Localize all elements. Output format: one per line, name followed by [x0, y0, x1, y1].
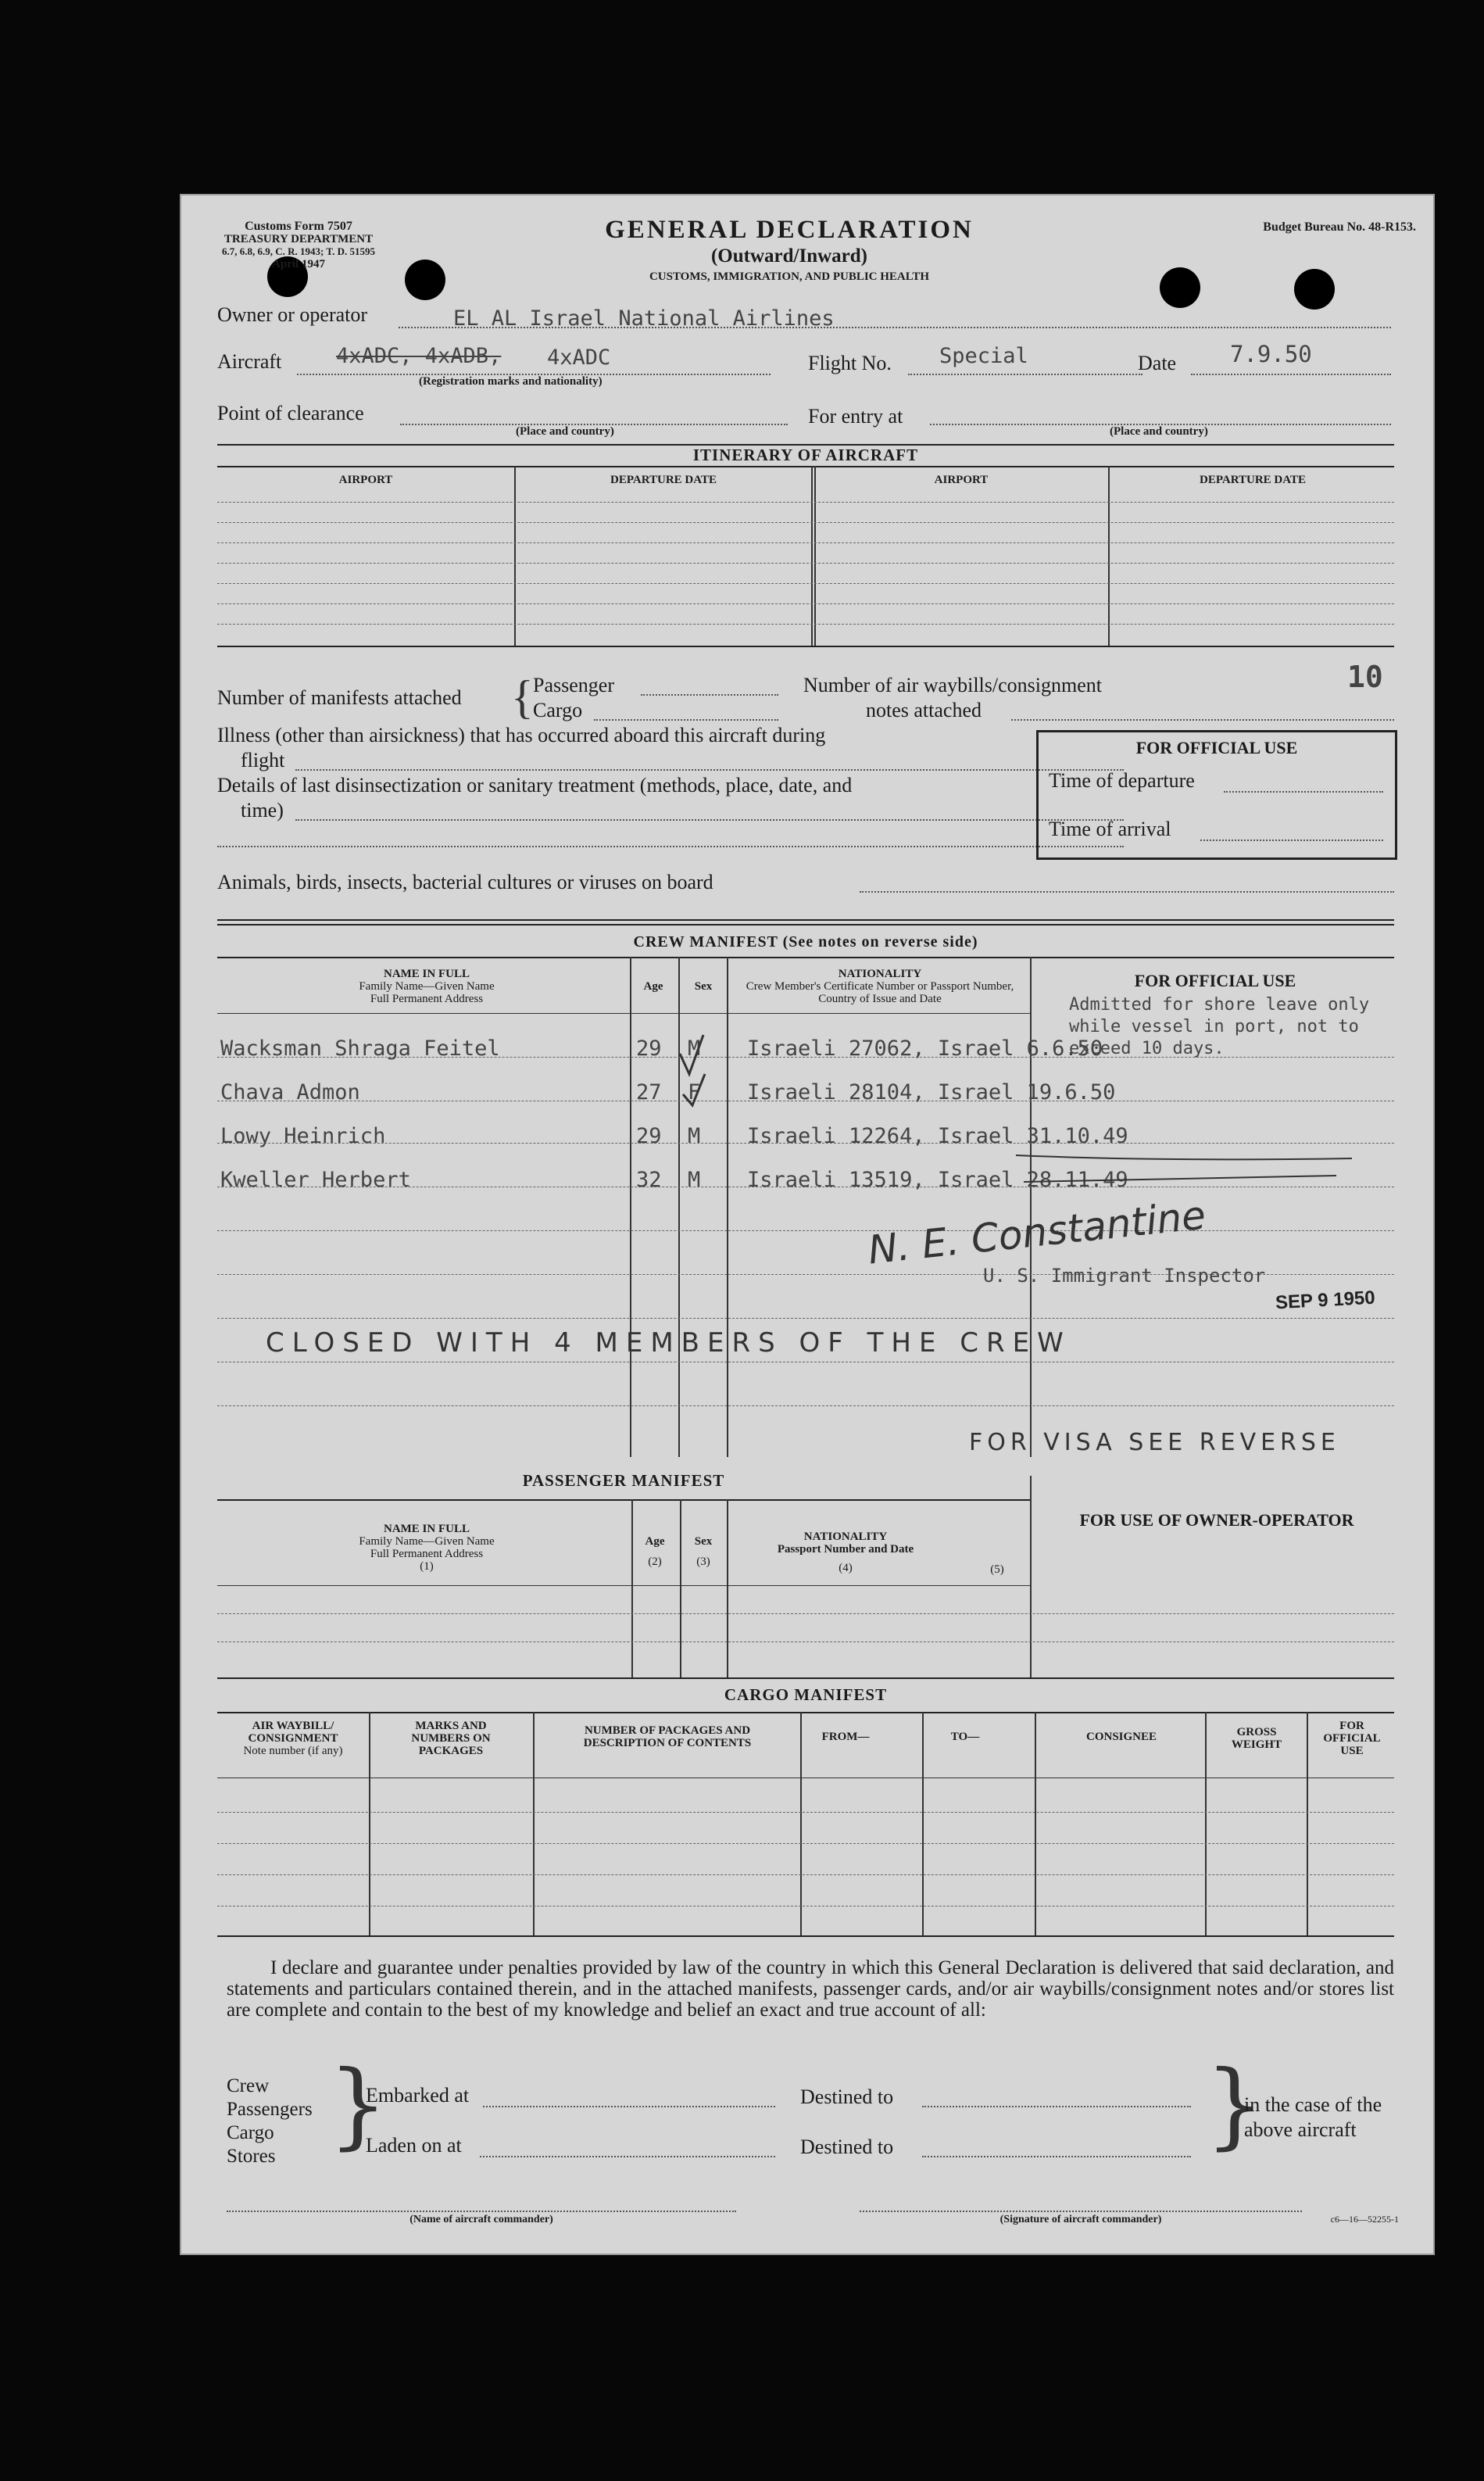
form-number-block: [189, 220, 408, 270]
crew-nationality: Israeli 28104, Israel 19.6.50: [747, 1080, 1116, 1104]
cargo-col-official-3: USE: [1340, 1745, 1364, 1757]
cargo-col-packages-1: NUMBER OF PACKAGES AND: [584, 1724, 751, 1737]
cargo-manifest-title: CARGO MANIFEST: [724, 1685, 888, 1704]
cargo-col-from: FROM—: [821, 1731, 870, 1743]
pax-col-name-title: NAME IN FULL: [383, 1523, 470, 1535]
cargo-col-weight-2: WEIGHT: [1231, 1738, 1282, 1751]
print-code: c6—16—52255-1: [1330, 2214, 1399, 2225]
cargo-col-weight-1: GROSS: [1236, 1726, 1277, 1738]
punch-hole: [405, 260, 445, 300]
pax-col-5: (5): [990, 1563, 1004, 1576]
pax-col-age-title: Age: [645, 1535, 665, 1548]
clearance-caption: (Place and country): [516, 425, 614, 438]
aircraft-label: Aircraft: [217, 350, 282, 373]
disinfect-label: Details of last disinsectization or sanitary treatment (methods, place, date, and: [217, 774, 853, 797]
date-stamp: SEP 9 1950: [1275, 1287, 1376, 1314]
punch-hole: [1294, 269, 1335, 310]
cat-stores: Stores: [227, 2146, 276, 2167]
manifests-label: Number of manifests attached: [217, 686, 462, 709]
crew-age: 29: [636, 1036, 662, 1061]
form-number: Customs Form 7507: [245, 220, 352, 233]
itinerary-title: ITINERARY OF AIRCRAFT: [692, 446, 919, 464]
pax-col-nat-num: (4): [839, 1562, 853, 1574]
cat-crew: Crew: [227, 2075, 270, 2096]
owner-label: Owner or operator: [217, 303, 368, 326]
cargo-col-marks-2: NUMBERS ON: [411, 1732, 491, 1745]
punch-hole: [1160, 267, 1200, 308]
aircraft-case-label-2: above aircraft: [1244, 2118, 1357, 2141]
crew-nationality: Israeli 27062, Israel 6.6.50: [747, 1036, 1103, 1061]
pax-col-sex: [680, 1535, 727, 1568]
cargo-col-official-1: FOR: [1339, 1720, 1364, 1732]
passenger-manifest-title: PASSENGER MANIFEST: [522, 1471, 725, 1490]
cargo-col-marks-1: MARKS AND: [415, 1720, 487, 1732]
itinerary-col-departure-2: DEPARTURE DATE: [1199, 474, 1306, 486]
disinfect-label-2: time): [241, 799, 284, 822]
owner-operator-use: FOR USE OF OWNER-OPERATOR: [1079, 1510, 1354, 1530]
cargo-col-consignee: CONSIGNEE: [1085, 1731, 1157, 1743]
crew-col-official: FOR OFFICIAL USE: [1134, 971, 1296, 990]
crew-col-nat-sub2: Country of Issue and Date: [818, 993, 942, 1005]
pax-col-sex-num: (3): [696, 1556, 710, 1568]
form-date: April 1947: [272, 258, 325, 270]
animals-label: Animals, birds, insects, bacterial cultures or viruses on board: [217, 871, 713, 893]
crew-col-sex: Sex: [694, 980, 713, 993]
cargo-col-marks-3: PACKAGES: [418, 1745, 484, 1757]
aircraft-struck: 4xADC, 4xADB,: [336, 344, 502, 368]
cargo-col-packages: [535, 1724, 800, 1749]
pax-col-nat-title: NATIONALITY: [803, 1530, 888, 1543]
cargo-col-official: [1308, 1720, 1396, 1757]
date-label: Date: [1138, 352, 1177, 374]
date-value: 7.9.50: [1230, 341, 1312, 367]
crew-sex: M: [688, 1124, 701, 1148]
crew-sex: M: [688, 1168, 701, 1192]
flight-value: Special: [939, 344, 1028, 368]
form-subtitle: (Outward/Inward): [710, 245, 867, 267]
crew-age: 32: [636, 1168, 662, 1192]
owner-value: EL AL Israel National Airlines: [453, 306, 835, 331]
crew-col-nationality: [731, 968, 1028, 1005]
waybills-label-2: notes attached: [866, 699, 982, 721]
department: TREASURY DEPARTMENT: [223, 233, 374, 245]
crew-name: Chava Admon: [220, 1080, 360, 1104]
entry-caption: (Place and country): [1110, 425, 1208, 438]
crew-age: 27: [636, 1080, 662, 1104]
flight-label: Flight No.: [808, 352, 892, 374]
cargo-col-packages-2: DESCRIPTION OF CONTENTS: [583, 1737, 752, 1749]
closed-note: CLOSED WITH 4 MEMBERS OF THE CREW: [266, 1327, 1071, 1359]
pax-col-nationality: [728, 1530, 963, 1574]
cat-cargo: Cargo: [227, 2122, 274, 2143]
pax-col-name-num: (1): [420, 1560, 434, 1573]
crew-col-name-sub2: Full Permanent Address: [370, 993, 484, 1005]
cargo-col-waybill: [219, 1720, 367, 1757]
crew-name: Kweller Herbert: [220, 1168, 411, 1192]
crew-official-note: Admitted for shore leave only while vessel in port, not to exceed 10 days.: [1069, 995, 1370, 1058]
pax-col-nat-sub: Passport Number and Date: [777, 1543, 914, 1556]
cargo-col-official-2: OFFICIAL: [1323, 1732, 1381, 1745]
time-of-arrival-label: Time of arrival: [1049, 818, 1171, 840]
inspector-signature: N. E. Constantine: [866, 1192, 1208, 1273]
crew-col-nat-sub: Crew Member's Certificate Number or Passport Number,: [746, 980, 1014, 993]
aircraft-value: 4xADC: [547, 345, 611, 370]
form-sheet: Customs Form 7507 TREASURY DEPARTMENT 6.7, 6.8, 6.9, C. R. 1943; T. D. 51595 April 1947 GENERAL DECLARATION (Outward/Inward) CUSTOMS, IMMIGRATION, AND PUBLIC HEALTH Budget Bureau No. 48-R153. Owner or operator EL AL Israel National Airlines Aircraft 4xADC, 4xADB, 4xADC (Registration marks and nationality) Flight No. Special Date 7.9.50 Point of clearance (Place and country) For entry at (Place and country) ITINERARY OF AIRCRAFT AIRPORT DEPARTURE DATE AIRPORT DEPARTURE DATE Number of manifests attached { Passenger Cargo Number of air waybills/consignment notes attached 10 Illness (other than airsickness) that has occurred aboard this aircraft during flight Details of last disinsectization or sanitary treatment (methods, place, date, and time) Animals, birds, insects, bacterial cultures or viruses on board FOR OFFICIAL USE Time of departure Time of arrival CREW MANIFEST (See notes on reverse side) NAME IN FULL Family Name—Given Name Full Permanent Address Age Sex NATIONALITY Crew Member's Certificate Number or Passport Number, Country of Issue and Date FOR OFFICIAL USE Admitted for shore leave only while vessel in port, not to exceed 10 days. Wacksman Shraga Feitel 29 M Israeli 27062, Israel 6.6.50 Chava Admon 27 F Israeli 28104, Israel 19.6.50 Lowy Heinrich 29 M Israeli 12264, Israel 31.10.49 Kweller Herbert 32 M Israeli 13519, Israel 28.11.49 N. E. Constantine U. S. Immigrant Inspector SEP 9 1950 CLOSED WITH 4 MEMBERS OF THE CREW FOR VISA SEE REVERSE PASSENGER MANIFEST FOR USE OF OWNER-OPERATOR NAME IN FULL Family Name—Given Name Full Permanent Address (1) Age (2) Sex (3) NATIONALITY Passport Number and Date (4) (5) CARGO MANIFEST AIR WAYBILL/ CONSIGNMENT Note number (if any) MARKS AND NUMBERS ON PACKAGES NUMBER OF PACKAGES AND DESCRIPTION OF CONTENTS FROM— TO— CONSIGNEE GROSS WEIGHT FOR OFFICIAL USE I declare and guarantee under penalties provided by law of the country in which this General Declaration is delivered that said declaration, and statements and particulars contained therein, and in the attached manifests, passenger cards, and/or air waybills/consignment notes and/or stores list are complete and contain to the best of my knowledge and belief an exact and true account of all: Crew Passengers Cargo Stores } Embarked at Laden on at Destined to Destined to } in the case of the above aircraft (Name of aircraft commander) (Signature of aircraft commander) c6—16—52255-1: [180, 194, 1435, 2255]
crew-nationality: Israeli 13519, Israel 28.11.49: [747, 1168, 1128, 1192]
cargo-col-waybill-1: AIR WAYBILL/: [252, 1720, 334, 1732]
pax-col-sex-title: Sex: [694, 1535, 713, 1548]
entry-label: For entry at: [808, 405, 903, 428]
pax-col-name: [217, 1523, 636, 1573]
crew-col-name: [217, 968, 636, 1005]
official-use-title: FOR OFFICIAL USE: [1135, 738, 1298, 757]
commander-signature-caption: (Signature of aircraft commander): [999, 2214, 1162, 2225]
pax-col-age: [631, 1535, 678, 1568]
crew-name: Lowy Heinrich: [220, 1124, 386, 1148]
manifest-cargo-label: Cargo: [533, 699, 583, 721]
pax-col-name-sub2: Full Permanent Address: [370, 1548, 484, 1560]
clearance-label: Point of clearance: [217, 402, 364, 424]
cargo-col-to: TO—: [950, 1731, 980, 1743]
declaration-text: I declare and guarantee under penalties provided by law of the country in which this General Declaration is delivered that said declaration, and statements and particulars contained therein, and in the attached manifests, passenger cards, and/or air waybills/consignment notes and/or stores list are complete and contain to the best of my knowledge and belief an exact and true account of all:: [227, 1957, 1394, 2021]
aircraft-case-label: in the case of the: [1244, 2093, 1382, 2116]
cargo-col-waybill-2: CONSIGNMENT: [248, 1732, 338, 1745]
cargo-col-weight: [1207, 1726, 1307, 1751]
crew-col-name-sub: Family Name—Given Name: [359, 980, 495, 993]
inspector-title: U. S. Immigrant Inspector: [983, 1265, 1266, 1287]
pax-col-age-num: (2): [648, 1556, 662, 1568]
destined-label: Destined to: [800, 2085, 894, 2108]
destined-label-2: Destined to: [800, 2136, 894, 2158]
itinerary-col-airport: AIRPORT: [338, 474, 393, 486]
cargo-col-waybill-3: Note number (if any): [243, 1745, 343, 1757]
crew-name: Wacksman Shraga Feitel: [220, 1036, 500, 1061]
cat-passengers: Passengers: [227, 2099, 313, 2120]
crew-col-name-title: NAME IN FULL: [383, 968, 470, 980]
cargo-col-marks: [370, 1720, 531, 1757]
pax-col-name-sub: Family Name—Given Name: [359, 1535, 495, 1548]
form-subtitle-2: CUSTOMS, IMMIGRATION, AND PUBLIC HEALTH: [649, 270, 930, 283]
crew-col-age: Age: [643, 980, 663, 993]
check-marks: [649, 1030, 758, 1108]
regulation-ref: 6.7, 6.8, 6.9, C. R. 1943; T. D. 51595: [222, 245, 375, 257]
commander-name-caption: (Name of aircraft commander): [409, 2214, 553, 2225]
illness-label-2: flight: [241, 749, 285, 772]
laden-label: Laden on at: [366, 2134, 462, 2157]
manifest-passenger-label: Passenger: [533, 674, 614, 696]
crew-sex: M: [688, 1036, 701, 1061]
waybills-label: Number of air waybills/consignment: [803, 674, 1102, 696]
crew-nationality: Israeli 12264, Israel 31.10.49: [747, 1124, 1128, 1148]
waybills-value: 10: [1347, 660, 1383, 694]
budget-number: Budget Bureau No. 48-R153.: [1263, 220, 1416, 234]
embarked-label: Embarked at: [366, 2084, 470, 2107]
crew-age: 29: [636, 1124, 662, 1148]
crew-col-nat-title: NATIONALITY: [838, 968, 922, 980]
itinerary-col-departure: DEPARTURE DATE: [610, 474, 717, 486]
illness-label: Illness (other than airsickness) that has occurred aboard this aircraft during: [217, 724, 826, 746]
form-title: GENERAL DECLARATION: [605, 216, 974, 244]
visa-note: FOR VISA SEE REVERSE: [969, 1429, 1340, 1456]
declaration-categories: [227, 2075, 313, 2168]
aircraft-caption: (Registration marks and nationality): [419, 375, 603, 388]
itinerary-col-airport-2: AIRPORT: [934, 474, 989, 486]
crew-manifest-title: CREW MANIFEST (See notes on reverse side): [633, 933, 978, 951]
crew-sex: F: [688, 1080, 701, 1104]
time-of-departure-label: Time of departure: [1049, 769, 1195, 792]
